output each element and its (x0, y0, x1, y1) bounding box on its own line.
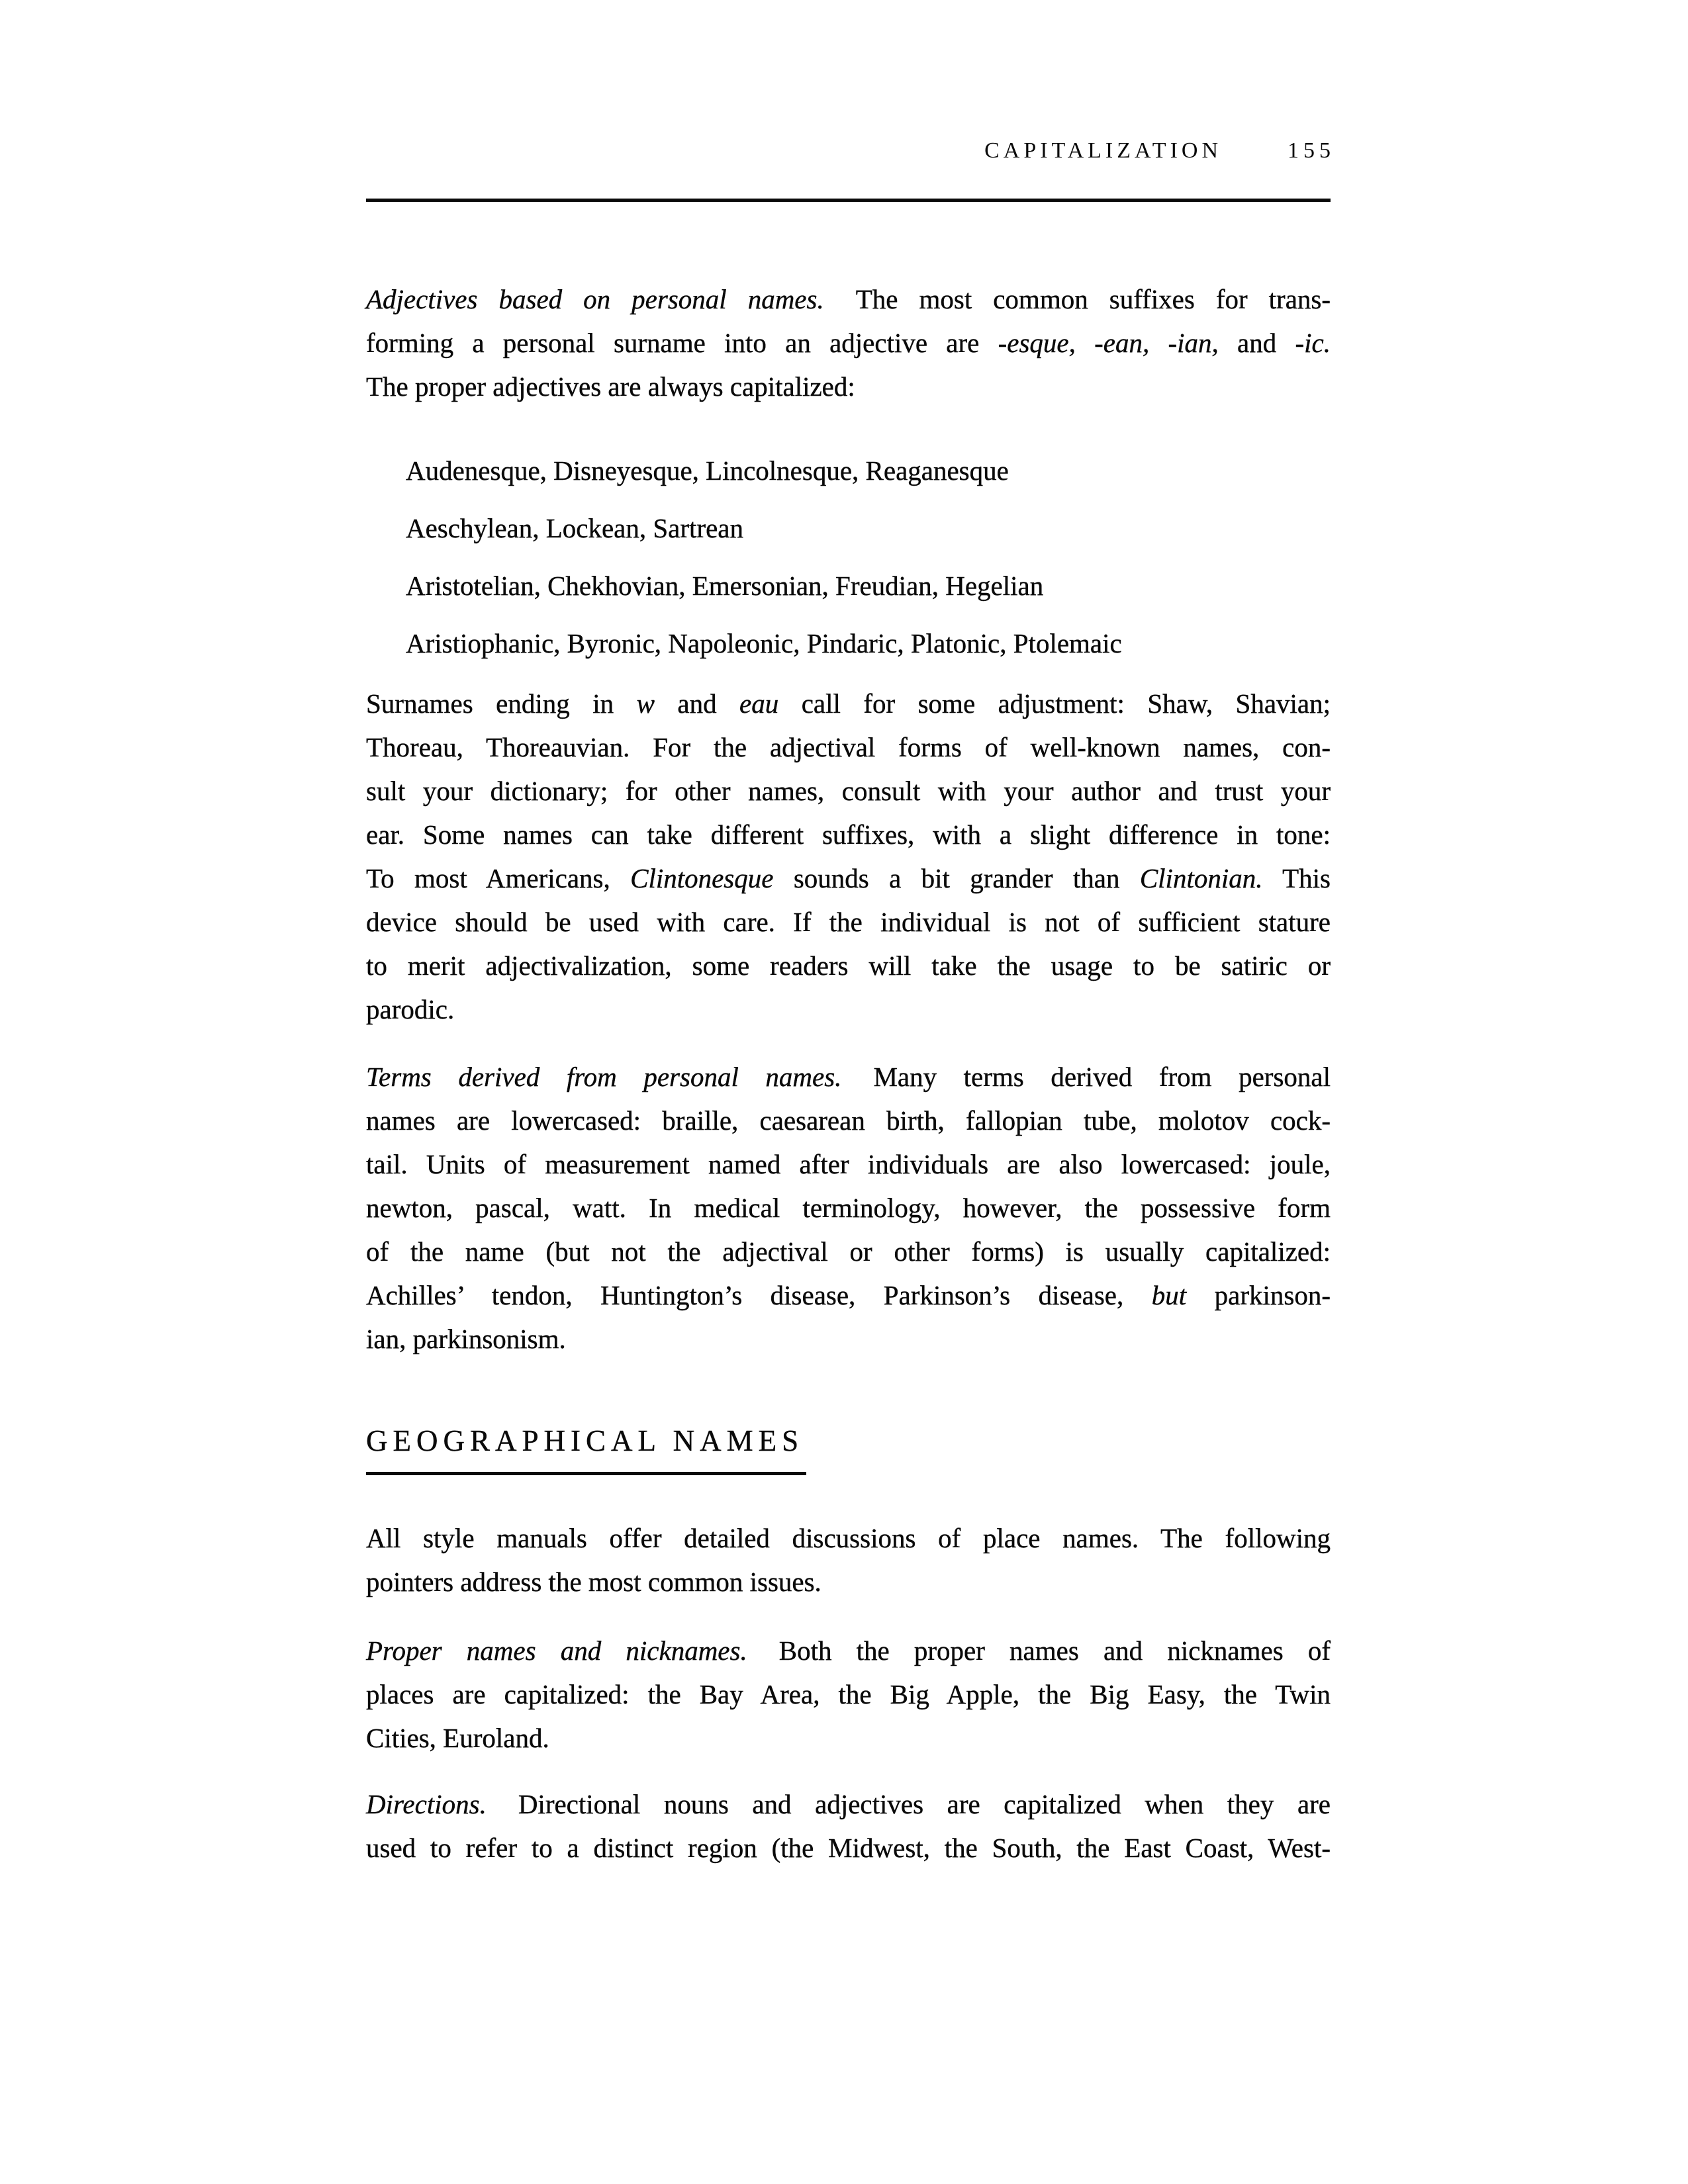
text-line (366, 1560, 1331, 1604)
text-run: and (1218, 328, 1295, 358)
page-content (366, 0, 1335, 1870)
text-run: parodic. (366, 994, 455, 1024)
text-run: used to refer to a distinct region (the Midwest, the South, the East Coast, West- (366, 1833, 1331, 1863)
text-run: names are lowercased: braille, caesarean birth, fallopian tube, molotov cock- (366, 1105, 1331, 1136)
text-run: ear. Some names can take different suffixes, with a slight difference in tone: (366, 819, 1331, 850)
italic-run: Clintonesque (630, 863, 774, 893)
text-line (366, 682, 1331, 725)
text-line (366, 1230, 1331, 1273)
italic-run: Adjectives based on personal names. (366, 284, 824, 314)
paragraph-terms-derived-from-personal-names (366, 1055, 1331, 1361)
text-run: to merit adjectivalization, some readers will take the usage to be satiric or (366, 950, 1331, 981)
example-list-item: Aeschylean, Lockean, Sartrean (406, 513, 743, 543)
text-line (366, 1055, 1331, 1099)
text-run: call for some adjustment: Shaw, Shavian; (778, 688, 1331, 719)
paragraph-proper-names-and-nicknames (366, 1629, 1331, 1760)
text-line (366, 277, 1331, 321)
text-run: Both the proper names and nicknames of (778, 1635, 1331, 1666)
text-run: tail. Units of measurement named after individuals are also lowercased: joule, (366, 1149, 1331, 1179)
example-list-item: Aristiophanic, Byronic, Napoleonic, Pindaric, Platonic, Ptolemaic (406, 628, 1122, 659)
page-number: 155 (1288, 138, 1335, 163)
text-line (366, 1782, 1331, 1826)
text-run: parkinson- (1186, 1280, 1331, 1310)
text-run: ian, parkinsonism. (366, 1324, 566, 1354)
text-line (366, 1317, 1331, 1361)
text-run: device should be used with care. If the individual is not of sufficient stature (366, 907, 1331, 937)
text-run: Directional nouns and adjectives are capitalized when they are (518, 1789, 1331, 1819)
running-header (366, 135, 1335, 167)
running-header-title: CAPITALIZATION (984, 138, 1222, 163)
text-run: The proper adjectives are always capitalized: (366, 371, 855, 402)
text-line (366, 1273, 1331, 1317)
text-run: pointers address the most common issues. (366, 1567, 821, 1597)
text-run: The most common suffixes for trans- (855, 284, 1331, 314)
italic-run: eau (739, 688, 779, 719)
text-run: of the name (but not the adjectival or other forms) is usually capitalized: (366, 1236, 1331, 1267)
text-line (366, 1186, 1331, 1230)
text-line (366, 321, 1331, 365)
text-run: Cities, Euroland. (366, 1723, 549, 1753)
text-line (366, 1716, 1331, 1760)
text-line (366, 856, 1331, 900)
text-run: Thoreau, Thoreauvian. For the adjectival forms of well-known names, con- (366, 732, 1331, 762)
text-line (366, 725, 1331, 769)
text-run: All style manuals offer detailed discussions of place names. The following (366, 1523, 1331, 1553)
page-body (366, 277, 1331, 1870)
italic-run: Proper names and nicknames. (366, 1635, 747, 1666)
italic-run: -ic. (1295, 328, 1331, 358)
text-run: and (654, 688, 740, 719)
text-run: To most Americans, (366, 863, 631, 893)
italic-run: Directions. (366, 1789, 487, 1819)
text-run: Many terms derived from personal (873, 1062, 1331, 1092)
text-line (366, 944, 1331, 987)
text-run: Surnames ending in (366, 688, 637, 719)
text-line (366, 900, 1331, 944)
text-line (366, 1099, 1331, 1142)
text-run: sounds a bit grander than (773, 863, 1140, 893)
text-line (366, 1142, 1331, 1186)
paragraph-adjectives-based-on-personal-names (366, 277, 1331, 408)
example-list-item: Aristotelian, Chekhovian, Emersonian, Freudian, Hegelian (406, 570, 1044, 601)
section-heading: GEOGRAPHICAL NAMES (366, 1423, 806, 1475)
text-line (366, 1826, 1331, 1870)
section-heading-row (366, 1420, 1331, 1475)
italic-run: but (1151, 1280, 1187, 1310)
text-line (366, 987, 1331, 1031)
paragraph-surnames-ending-in-w-and-eau (366, 682, 1331, 1031)
text-line (366, 813, 1331, 856)
text-line (366, 365, 1331, 408)
text-run: This (1262, 863, 1331, 893)
text-run: Achilles’ tendon, Huntington’s disease, Parkinson’s disease, (366, 1280, 1152, 1310)
italic-run: -esque, -ean, -ian, (998, 328, 1219, 358)
text-line (366, 1629, 1331, 1672)
text-run: sult your dictionary; for other names, consult with your author and trust your (366, 776, 1331, 806)
paragraph-geographical-names-intro (366, 1516, 1331, 1604)
italic-run: Clintonian. (1139, 863, 1263, 893)
italic-run: Terms derived from personal names. (366, 1062, 842, 1092)
example-list-item: Audenesque, Disneyesque, Lincolnesque, Reaganesque (406, 455, 1009, 486)
text-run: forming a personal surname into an adjective are (366, 328, 998, 358)
text-line (366, 1672, 1331, 1716)
italic-run: w (636, 688, 655, 719)
text-line (366, 1516, 1331, 1560)
examples-list (366, 449, 1331, 665)
header-rule (366, 199, 1331, 202)
text-run: places are capitalized: the Bay Area, the Big Apple, the Big Easy, the Twin (366, 1679, 1331, 1709)
paragraph-directions (366, 1782, 1331, 1870)
text-run: newton, pascal, watt. In medical terminology, however, the possessive form (366, 1193, 1331, 1223)
text-line (366, 769, 1331, 813)
